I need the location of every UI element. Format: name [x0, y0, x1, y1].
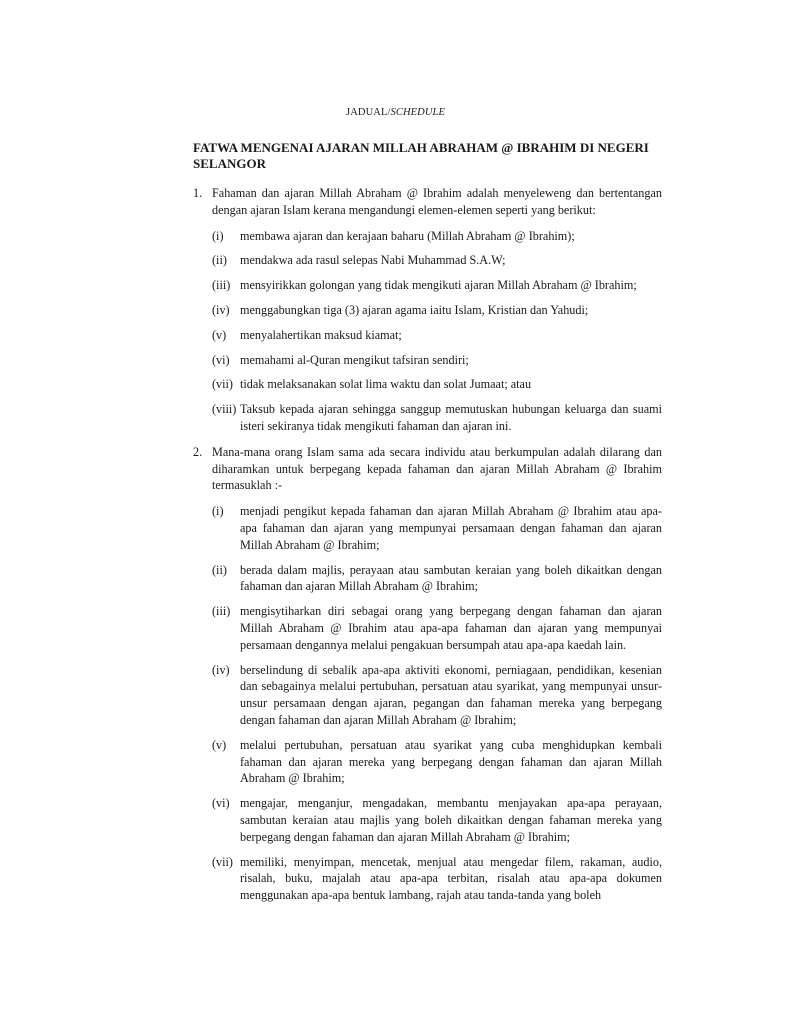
list-item — [212, 327, 662, 344]
schedule-header — [0, 107, 791, 118]
list-item — [212, 277, 662, 294]
list-item — [212, 352, 662, 369]
item-text: Taksub kepada ajaran sehingga sanggup memutuskan hubungan keluarga dan suami isteri sekiranya tidak mengikuti fahaman dan ajaran ini. — [240, 402, 662, 433]
item-text: memiliki, menyimpan, mencetak, menjual atau mengedar filem, rakaman, audio, risalah, buku, majalah atau apa-apa terbitan, risalah atau apa-apa dokumen menggunakan apa-apa bentuk lambang, rajah atau tanda-tanda yang boleh — [240, 854, 662, 903]
item-text: mensyirikkan golongan yang tidak mengikuti ajaran Millah Abraham @ Ibrahim; — [240, 278, 637, 293]
item-number: (ii) — [212, 562, 227, 577]
item-text: menjadi pengikut kepada fahaman dan ajaran Millah Abraham @ Ibrahim atau apa-apa fahaman dan ajaran yang mempunyai persamaan dengan fahaman dan ajaran Millah Abraham @ Ibrahim; — [240, 504, 662, 552]
list-item — [212, 562, 662, 596]
document-title: FATWA MENGENAI AJARAN MILLAH ABRAHAM @ IBRAHIM DI NEGERI SELANGOR — [193, 140, 649, 171]
list-item — [212, 854, 662, 904]
list-item — [212, 737, 662, 787]
list-item — [212, 228, 662, 245]
clause-2-items — [212, 503, 662, 904]
item-number: (iii) — [212, 604, 231, 619]
item-text: tidak melaksanakan solat lima waktu dan solat Jumaat; atau — [240, 377, 532, 392]
list-item — [212, 795, 662, 845]
clause-number: 1. — [193, 186, 203, 200]
schedule-header-italic: SCHEDULE — [390, 107, 445, 118]
item-number: (ii) — [212, 253, 227, 268]
item-number: (iv) — [212, 662, 230, 677]
item-number: (vii) — [212, 377, 233, 392]
list-item — [212, 302, 662, 319]
item-text: melalui pertubuhan, persatuan atau syarikat yang cuba menghidupkan kembali fahaman dan ajaran mereka yang berpegang dengan fahaman dan ajaran Millah Abraham @ Ibrahim; — [240, 737, 662, 786]
list-item — [212, 252, 662, 269]
item-text: menyalahertikan maksud kiamat; — [240, 327, 402, 342]
item-number: (vi) — [212, 796, 230, 811]
clause-text: Mana-mana orang Islam sama ada secara individu atau berkumpulan adalah dilarang dan diharamkan untuk berpegang kepada fahaman dan ajaran Millah Abraham @ Ibrahim termasuklah :- — [212, 444, 662, 493]
list-item — [212, 503, 662, 553]
item-text: berada dalam majlis, perayaan atau sambutan keraian yang boleh dikaitkan dengan fahaman dan ajaran Millah Abraham @ Ibrahim; — [240, 562, 662, 594]
list-item — [212, 662, 662, 729]
item-number: (v) — [212, 737, 227, 752]
item-number: (vi) — [212, 352, 230, 367]
clause-text: Fahaman dan ajaran Millah Abraham @ Ibrahim adalah menyeleweng dan bertentangan dengan ajaran Islam kerana mengandungi elemen-elemen seperti yang berikut: — [212, 186, 662, 217]
clause-1-items — [212, 228, 662, 435]
item-number: (i) — [212, 228, 224, 243]
item-number: (vii) — [212, 854, 233, 869]
item-text: memahami al-Quran mengikut tafsiran sendiri; — [240, 352, 469, 367]
document-body — [193, 185, 662, 913]
item-text: berselindung di sebalik apa-apa aktiviti ekonomi, perniagaan, pendidikan, kesenian dan sebagainya melalui pertubuhan, persatuan atau syarikat, yang mempunyai unsur-unsur persamaan dengan ajaran, pegangan dan fahaman mereka yang berpegang dengan fahaman dan ajaran Millah Abraham @ Ibrahim; — [240, 662, 662, 727]
item-text: membawa ajaran dan kerajaan baharu (Millah Abraham @ Ibrahim); — [240, 228, 575, 243]
schedule-header-prefix: JADUAL/ — [346, 107, 391, 118]
item-number: (iii) — [212, 278, 231, 293]
item-number: (iv) — [212, 302, 230, 317]
list-item — [212, 401, 662, 435]
item-number: (i) — [212, 504, 224, 519]
clause-2 — [193, 444, 662, 494]
clause-1 — [193, 185, 662, 219]
item-number: (viii) — [212, 402, 237, 417]
item-text: mengajar, menganjur, mengadakan, membantu menjayakan apa-apa perayaan, sambutan keraian atau majlis yang boleh dikaitkan dengan fahaman mereka yang berpegang dengan fahaman dan ajaran Millah Abraham @ Ibrahim; — [240, 796, 662, 844]
list-item — [212, 603, 662, 653]
item-number: (v) — [212, 327, 227, 342]
clause-number: 2. — [193, 444, 203, 459]
item-text: mendakwa ada rasul selepas Nabi Muhammad S.A.W; — [240, 253, 506, 268]
item-text: menggabungkan tiga (3) ajaran agama iaitu Islam, Kristian dan Yahudi; — [240, 302, 589, 317]
list-item — [212, 376, 662, 393]
item-text: mengisytiharkan diri sebagai orang yang berpegang dengan fahaman dan ajaran Millah Abraham @ Ibrahim atau apa-apa fahaman dan ajaran yang mempunyai persamaan dengannya melalui pengakuan bersumpah atau apa-apa kaedah lain. — [240, 604, 662, 652]
